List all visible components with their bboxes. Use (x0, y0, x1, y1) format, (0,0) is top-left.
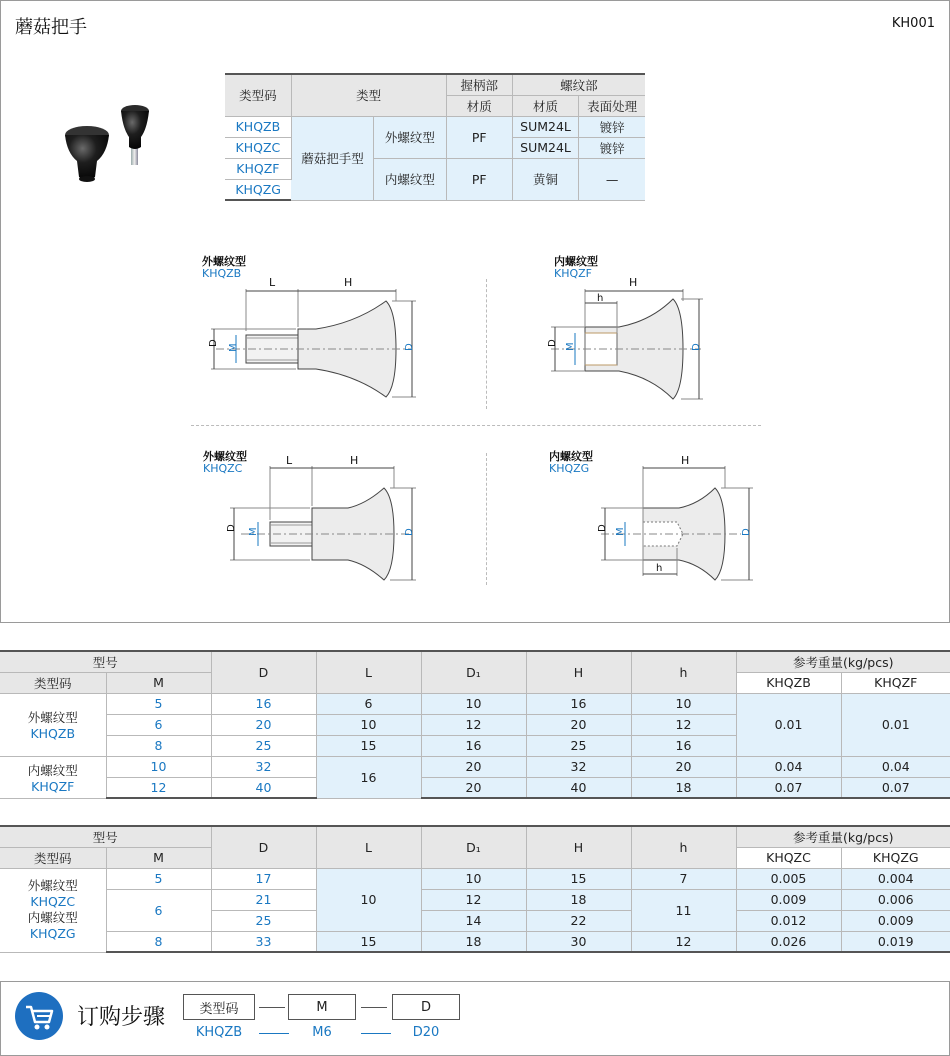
weight-cell: 0.004 (841, 868, 950, 889)
spec-table-1 (0, 650, 950, 799)
order-box-type-code: 类型码 (183, 994, 255, 1020)
D-cell: 25 (211, 735, 316, 756)
h-cell: 20 (631, 756, 736, 777)
grip-header: 握柄部 (446, 74, 512, 95)
L-cell: 16 (316, 756, 421, 798)
weight-cell: 0.009 (841, 910, 950, 931)
D-header: D (211, 651, 316, 693)
dim-D: D (741, 528, 752, 536)
type-code-header: 类型码 (0, 672, 106, 693)
model-header: 型号 (0, 651, 211, 672)
order-value-M: M6 (312, 1025, 332, 1040)
H-cell: 22 (526, 910, 631, 931)
H-cell: 15 (526, 868, 631, 889)
drawing-separator (191, 425, 761, 426)
drawing-separator (486, 453, 487, 585)
order-dash (259, 1033, 289, 1034)
order-value-type-code: KHQZB (195, 1025, 243, 1040)
grip-int-cell: PF (446, 158, 512, 200)
drawing-code: KHQZF (554, 267, 593, 280)
page-title: 蘑菇把手 (15, 17, 87, 38)
h-cell: 12 (631, 931, 736, 952)
order-box-M: M (288, 994, 356, 1020)
weight-cell: 0.019 (841, 931, 950, 952)
type-code-header: 类型码 (225, 74, 291, 116)
H-cell: 18 (526, 889, 631, 910)
dim-H: H (350, 456, 359, 467)
drawing-label: 外螺纹型 (202, 255, 246, 268)
D1-cell: 10 (421, 693, 526, 714)
weight-cell: 0.006 (841, 889, 950, 910)
drawing-khqzc (216, 456, 426, 586)
h-header: h (631, 826, 736, 868)
type-code-cell: KHQZG (225, 179, 291, 200)
L-cell: 15 (316, 735, 421, 756)
dim-h: h (656, 563, 663, 574)
type-ext-cell: 外螺纹型 (374, 116, 446, 158)
M-cell: 8 (106, 931, 211, 952)
dim-M: M (228, 343, 239, 352)
H-cell: 32 (526, 756, 631, 777)
drawing-khqzg (591, 456, 761, 586)
L-header: L (316, 826, 421, 868)
h-cell: 16 (631, 735, 736, 756)
weight-col-header: KHQZG (841, 847, 950, 868)
h-cell: 10 (631, 693, 736, 714)
surface-cell: 镀锌 (579, 137, 645, 158)
M-cell: 6 (106, 714, 211, 735)
weight-col-header: KHQZF (841, 672, 950, 693)
h-cell: 7 (631, 868, 736, 889)
surface-header: 表面处理 (579, 95, 645, 116)
L-cell: 10 (316, 714, 421, 735)
drawing-code: KHQZC (203, 462, 243, 475)
M-cell: 8 (106, 735, 211, 756)
model-header: 型号 (0, 826, 211, 847)
dim-D: D (691, 343, 702, 351)
dim-H: H (681, 456, 690, 467)
weight-cell: 0.01 (841, 693, 950, 756)
L-cell: 10 (316, 868, 421, 931)
cart-icon (15, 992, 63, 1040)
D-cell: 21 (211, 889, 316, 910)
L-header: L (316, 651, 421, 693)
product-photo (53, 101, 173, 191)
M-cell: 5 (106, 868, 211, 889)
type-code-header: 类型码 (0, 847, 106, 868)
dim-M: M (248, 527, 259, 536)
weight-col-header: KHQZC (736, 847, 841, 868)
weight-cell: 0.04 (841, 756, 950, 777)
drawing-khqzf (541, 271, 721, 406)
weight-cell: 0.07 (736, 777, 841, 798)
drawing-label: 内螺纹型 (549, 450, 593, 463)
D-cell: 32 (211, 756, 316, 777)
weight-cell: 0.009 (736, 889, 841, 910)
dim-D1: D (226, 524, 237, 532)
D1-cell: 12 (421, 889, 526, 910)
D-cell: 16 (211, 693, 316, 714)
drawing-label: 内螺纹型 (554, 255, 598, 268)
order-box-D: D (392, 994, 460, 1020)
group-cell: 内螺纹型 KHQZF (0, 756, 106, 798)
dim-D1: D (208, 339, 219, 347)
dim-H: H (629, 276, 638, 289)
weight-cell: 0.026 (736, 931, 841, 952)
D-cell: 40 (211, 777, 316, 798)
M-header: M (106, 672, 211, 693)
D1-cell: 20 (421, 756, 526, 777)
type-code-cell: KHQZB (225, 116, 291, 137)
M-cell: 6 (106, 889, 211, 931)
weight-cell: 0.012 (736, 910, 841, 931)
weight-header: 参考重量(kg/pcs) (736, 651, 950, 672)
grip-ext-cell: PF (446, 116, 512, 158)
dim-D: D (404, 343, 415, 351)
dim-D1: D (547, 339, 558, 347)
grip-material-header: 材质 (446, 95, 512, 116)
M-cell: 10 (106, 756, 211, 777)
L-cell: 15 (316, 931, 421, 952)
type-main-cell: 蘑菇把手型 (291, 116, 373, 200)
order-value-D: D20 (412, 1025, 440, 1040)
D-cell: 20 (211, 714, 316, 735)
thread-mat-cell: SUM24L (512, 116, 578, 137)
H-header: H (526, 651, 631, 693)
M-cell: 5 (106, 693, 211, 714)
D-cell: 17 (211, 868, 316, 889)
group-cell: 外螺纹型 KHQZB (0, 693, 106, 756)
H-cell: 40 (526, 777, 631, 798)
dim-L: L (269, 276, 276, 289)
drawing-khqzb (196, 271, 426, 406)
weight-header: 参考重量(kg/pcs) (736, 826, 950, 847)
D1-cell: 20 (421, 777, 526, 798)
weight-cell: 0.07 (841, 777, 950, 798)
dim-M: M (615, 527, 626, 536)
h-cell: 11 (631, 889, 736, 931)
h-cell: 12 (631, 714, 736, 735)
thread-mat-cell: SUM24L (512, 137, 578, 158)
H-cell: 16 (526, 693, 631, 714)
H-cell: 25 (526, 735, 631, 756)
product-code: KH001 (891, 16, 935, 31)
L-cell: 6 (316, 693, 421, 714)
H-cell: 20 (526, 714, 631, 735)
order-title: 订购步骤 (77, 1005, 166, 1030)
type-int-cell: 内螺纹型 (374, 158, 446, 200)
D-header: D (211, 826, 316, 868)
order-dash (361, 1033, 391, 1034)
drawing-code: KHQZG (549, 462, 590, 475)
weight-cell: 0.005 (736, 868, 841, 889)
D1-cell: 12 (421, 714, 526, 735)
spec-table-2 (0, 825, 950, 953)
D1-header: D₁ (421, 826, 526, 868)
H-cell: 30 (526, 931, 631, 952)
drawing-label: 外螺纹型 (203, 450, 247, 463)
D1-header: D₁ (421, 651, 526, 693)
drawing-code: KHQZB (202, 267, 242, 280)
M-header: M (106, 847, 211, 868)
M-cell: 12 (106, 777, 211, 798)
h-header: h (631, 651, 736, 693)
dim-D: D (404, 528, 415, 536)
weight-cell: 0.04 (736, 756, 841, 777)
surface-cell: — (579, 158, 645, 200)
thread-mat-cell: 黄铜 (512, 158, 578, 200)
order-dash (259, 1007, 285, 1008)
D1-cell: 16 (421, 735, 526, 756)
D1-cell: 14 (421, 910, 526, 931)
D-cell: 33 (211, 931, 316, 952)
dim-D1: D (597, 524, 608, 532)
dim-L: L (286, 456, 293, 467)
H-header: H (526, 826, 631, 868)
order-steps (0, 981, 950, 1056)
weight-cell: 0.01 (736, 693, 841, 756)
thread-header: 螺纹部 (512, 74, 645, 95)
type-table (225, 73, 645, 201)
dim-H: H (344, 276, 353, 289)
drawing-separator (486, 279, 487, 409)
dim-h: h (597, 293, 604, 304)
D-cell: 25 (211, 910, 316, 931)
order-dash (361, 1007, 387, 1008)
group-cell: 外螺纹型 KHQZC 内螺纹型 KHQZG (0, 868, 106, 952)
surface-cell: 镀锌 (579, 116, 645, 137)
h-cell: 18 (631, 777, 736, 798)
thread-material-header: 材质 (512, 95, 578, 116)
dim-M: M (565, 342, 576, 351)
D1-cell: 10 (421, 868, 526, 889)
type-code-cell: KHQZF (225, 158, 291, 179)
type-code-cell: KHQZC (225, 137, 291, 158)
weight-col-header: KHQZB (736, 672, 841, 693)
D1-cell: 18 (421, 931, 526, 952)
type-header: 类型 (291, 74, 446, 116)
